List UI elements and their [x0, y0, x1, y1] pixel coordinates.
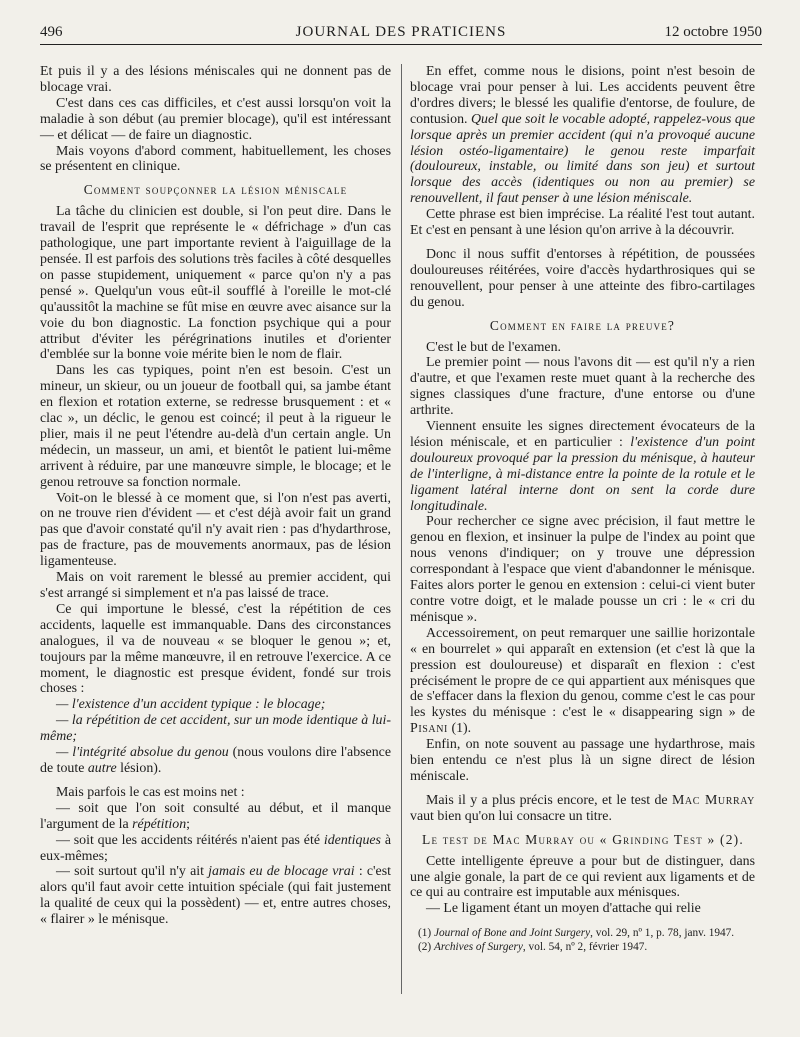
list-item	[40, 697, 391, 713]
paragraph: C'est le but de l'examen.	[426, 339, 561, 355]
paragraph: Cette phrase est bien imprécise. La réalité l'est tout autant. Et c'est en pensant à une lésion qu'on arrive à la découvrir.	[410, 207, 755, 239]
text-run: lésion).	[116, 760, 162, 776]
list-item	[40, 745, 391, 777]
paragraph: Et puis il y a des lésions méniscales qui ne donnent pas de blocage vrai.	[40, 64, 391, 95]
text-run: (2)	[418, 941, 434, 954]
text-run: (1)	[418, 927, 434, 940]
footnote	[418, 941, 755, 954]
footnotes	[410, 927, 755, 954]
italic-text: — la répétition de cet accident, sur un mode identique à lui-même;	[40, 713, 391, 745]
italic-text: répétition	[132, 816, 187, 832]
text-run: : c'est alors qu'il faut avoir cette intuition spéciale (qui fait justement la qualité de ceux qui la possèdent) — et, entre autres choses, « flairer » le ménisque.	[40, 864, 391, 928]
paragraph: Le premier point — nous l'avons dit — est qu'il n'y a rien d'autre, et que l'examen reste muet quant à la recherche des signes classiques d'une fracture, d'une entorse ou d'une arthrite.	[410, 355, 755, 419]
text-run: , vol. 29, nº 1, p. 78, janv. 1947.	[590, 927, 735, 940]
paragraph: Enfin, on note souvent au passage une hydarthrose, mais bien entendu ce n'est plus là un signe direct de lésion méniscale.	[410, 737, 755, 784]
paragraph: C'est dans ces cas difficiles, et c'est aussi lorsqu'on voit la maladie à son début (au premier blocage), qu'il est intéressant — et délicat — de faire un diagnostic.	[40, 95, 391, 143]
list-item	[40, 713, 391, 745]
column-rule	[401, 64, 402, 994]
paragraph: Pour rechercher ce signe avec précision, il faut mettre le genou en flexion, et insinuer la pulpe de l'index au point que nous venons d'indiquer; on y trouve une dépression correspondant à l'espace que vient d'abandonner le ménisque. Faites alors porter le genou en extension : celui-ci vient buter contre votre doigt, et le malade pousse un cri : le « cri du ménisque ».	[410, 514, 755, 625]
text-run: Accessoirement, on peut remarquer une saillie horizontale « en bourrelet » qui apparaît en extension (et c'est là que la pression est douloureuse) et disparaît en flexion : c'est précisément le propre de ce qui appartient aux ménisques que de s'effacer dans la flexion du genou, comme c'est le cas pour les kystes du ménisque : c'est le « disappearing sign » de	[410, 625, 755, 721]
text-run: ;	[186, 816, 190, 832]
text-run: En effet, comme nous le disions, point n'est besoin de blocage vrai pour penser à lui. Les accidents peuvent être d'ordres divers; le blessé les qualifie d'entorse, de foulure, de contusion.	[410, 64, 755, 127]
page-number: 496	[40, 24, 63, 40]
paragraph: La tâche du clinicien est double, si l'on peut dire. Dans le travail de l'esprit que représente le « défrichage » d'un cas pathologique, une part importante revient à l'aiguillage de la pensée. Il est parfois des solutions très faciles à côté desquelles on passe stupidement, uniquement « parce qu'on n'y a pas pensé ». Quelqu'un vous eût-il soufflé à l'oreille le mot-clé qu'aussitôt la machine se fût mise en œuvre avec aisance sur la voie du bon diagnostic. La fonction psychique qui a pour attribut d'éviter les pérégrinations inutiles et d'orienter d'emblée sur la bonne voie mérite bien le nom de flair.	[40, 204, 391, 363]
author-name: Pisani	[410, 721, 448, 737]
paragraph: Donc il nous suffit d'entorses à répétition, de poussées douloureuses réitérées, voire d'accès hydarthrosiques qui se renouvellent, pour penser à une atteinte des fibro-cartilages du genou.	[410, 246, 755, 310]
footnote	[418, 927, 755, 940]
italic-text: l'existence d'un point douloureux provoqué par la pression du ménisque, à hauteur de l'interligne, à mi-distance entre la pointe de la rotule et le ligament latéral interne dont on sent la corde dure longitudinale.	[410, 434, 755, 514]
paragraph: Mais voyons d'abord comment, habituellement, les choses se présentent en clinique.	[40, 143, 391, 175]
issue-date: 12 octobre 1950	[664, 24, 762, 40]
text-run: (nous voulons dire l'absence de toute	[40, 745, 392, 776]
italic-text: autre	[87, 760, 117, 776]
text-run: Mais il y a plus précis encore, et le test de	[426, 792, 672, 808]
italic-text: — l'intégrité absolue du genou	[56, 745, 229, 761]
text-run: (1).	[448, 721, 472, 737]
text-run: , vol. 54, nº 2, février 1947.	[522, 941, 648, 954]
text-run: à eux-mêmes;	[40, 832, 391, 864]
paragraph	[410, 64, 755, 207]
journal-title: JOURNAL DES PRATICIENS	[295, 24, 507, 40]
running-header	[40, 18, 762, 45]
section-heading: Comment soupçonner la lésion méniscale	[83, 182, 348, 198]
italic-text: Journal of Bone and Joint Surgery	[434, 927, 591, 940]
paragraph	[410, 419, 755, 514]
text-run: vaut bien qu'on lui consacre un titre.	[410, 808, 612, 824]
italic-text: — l'existence d'un accident typique : le blocage;	[56, 697, 326, 713]
paragraph: Ce qui importune le blessé, c'est la répétition de ces accidents, laquelle est immanquable. Dans des circonstances analogues, il va de nouveau « se bloquer le genou »; et, toujours par la même manœuvre, il en retrouve l'exercice. A ce moment, le diagnostic est presque évident, fondé sur trois choses :	[40, 601, 391, 697]
text-run: — soit que les accidents réitérés n'aient pas été	[56, 832, 324, 848]
section-heading: Le test de Mac Murray ou « Grinding Test » (2).	[422, 831, 744, 847]
italic-text: Quel que soit le vocable adopté, rappelez-vous que lorsque après un premier accident (qui n'a provoqué aucune lésion ostéo-ligamentaire) le genou reste imparfait (douloureux, instable, ou limité dans son jeu) et surtout lorsque des accès (identiques ou non au premier) se renouvellent, il faut penser à une lésion méniscale.	[410, 111, 755, 207]
paragraph: Cette intelligente épreuve a pour but de distinguer, dans une algie gonale, la part de ce qui revient aux ligaments et de ce qui au contraire est imputable aux ménisques.	[410, 853, 755, 901]
italic-text: jamais eu de blocage vrai	[208, 864, 355, 880]
text-run: — soit surtout qu'il n'y ait	[56, 864, 209, 880]
paragraph: — Le ligament étant un moyen d'attache qui relie	[426, 901, 701, 917]
list-item	[40, 801, 391, 833]
italic-text: Archives of Surgery	[434, 941, 523, 954]
author-name: Mac Murray	[671, 792, 755, 808]
paragraph	[410, 793, 755, 825]
paragraph	[410, 626, 755, 737]
text-run: Viennent ensuite les signes directement évocateurs de la lésion méniscale, et en particulier :	[410, 419, 755, 450]
paragraph: Mais parfois le cas est moins net :	[56, 784, 245, 800]
list-item	[40, 833, 391, 865]
italic-text: identiques	[323, 832, 381, 848]
list-item	[40, 864, 391, 928]
paragraph: Dans les cas typiques, point n'en est besoin. C'est un mineur, un skieur, ou un joueur de football qui, sa jambe étant en flexion et rotation externe, se redresse brusquement : et « clac », un déclic, le genou est coincé; il peut à la rigueur le plier, mais il ne peut l'étendre au-delà d'un certain angle. Un médecin, un masseur, un ami, et bientôt le patient lui-même arrivent à réduire, par une manœuvre simple, le blocage; et le genou retrouve sa fonction normale.	[40, 363, 391, 490]
section-heading: Comment en faire la preuve?	[489, 317, 676, 333]
paragraph: Mais on voit rarement le blessé au premier accident, qui s'est arrangé si simplement et n'a pas laissé de trace.	[40, 570, 391, 601]
text-run: — soit que l'on soit consulté au début, et il manque l'argument de la	[40, 800, 391, 832]
right-column	[410, 64, 755, 955]
left-column	[40, 64, 391, 928]
paragraph: Voit-on le blessé à ce moment que, si l'on n'est pas averti, on ne trouve rien d'évident — et c'est déjà avoir fait un grand pas que d'avoir constaté qu'il n'y avait rien : pas d'hydarthrose, pas de fracture, pas de mouvements anormaux, pas de lésion ligamenteuse.	[40, 490, 391, 570]
